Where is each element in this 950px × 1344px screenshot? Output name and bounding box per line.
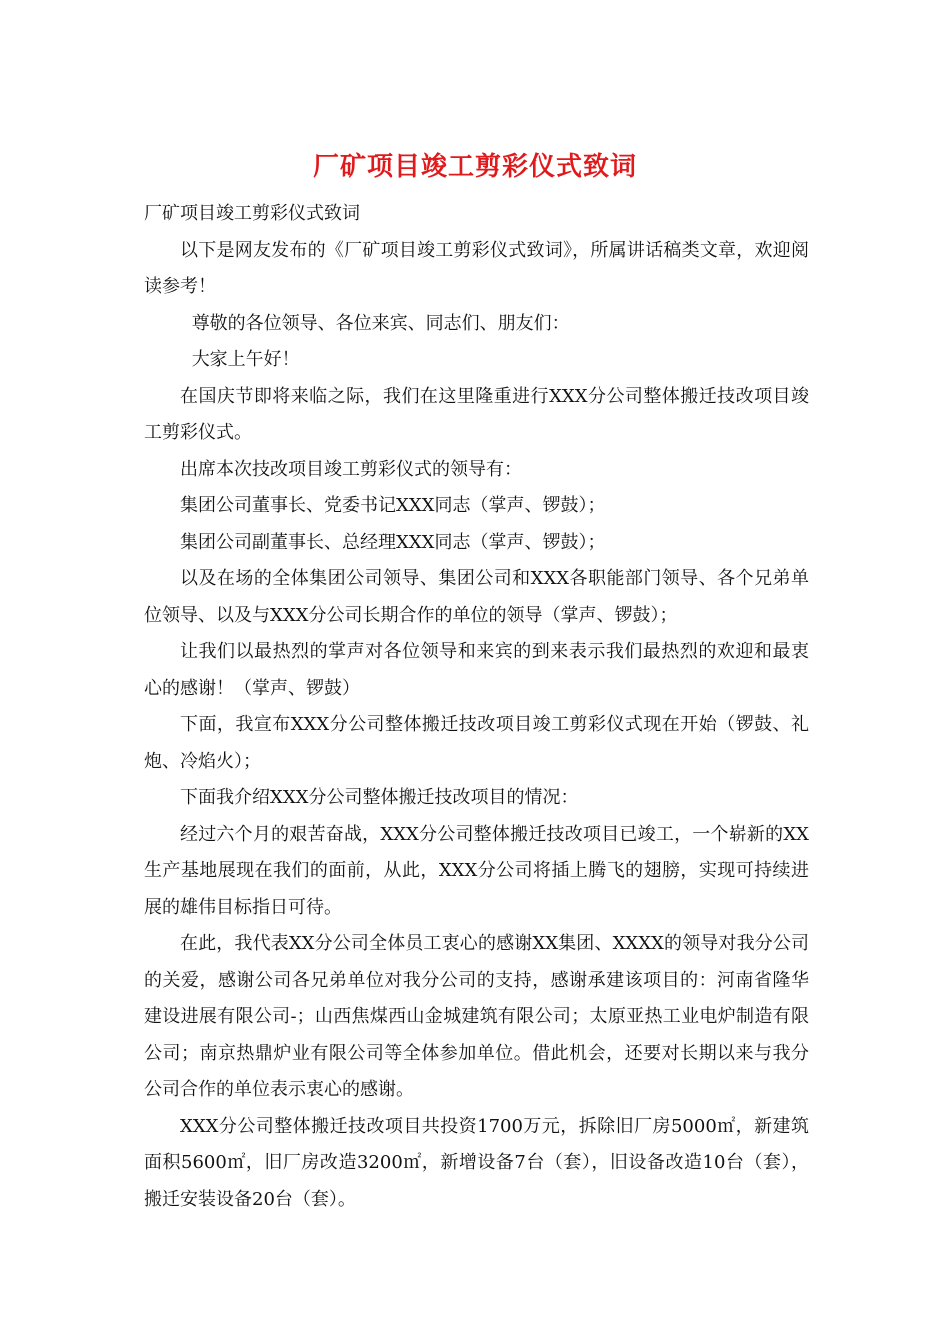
- salutation: 尊敬的各位领导、各位来宾、同志们、朋友们：: [191, 312, 570, 334]
- paragraph: 下面，我宣布XXX分公司整体搬迁技改项目竣工剪彩仪式现在开始（锣鼓、礼炮、冷焰火）；: [144, 714, 809, 772]
- document-body: [144, 196, 809, 1218]
- intro-paragraph: 以下是网友发布的《厂矿项目竣工剪彩仪式致词》，所属讲话稿类文章，欢迎阅读参考！: [144, 239, 809, 297]
- paragraph: 出席本次技改项目竣工剪彩仪式的领导有：: [180, 458, 522, 480]
- paragraph: 在国庆节即将来临之际，我们在这里隆重进行XXX分公司整体搬迁技改项目竣工剪彩仪式。: [144, 385, 809, 443]
- paragraph: 集团公司董事长、党委书记XXX同志（掌声、锣鼓）；: [180, 495, 606, 516]
- paragraph: 在此，我代表XX分公司全体员工衷心的感谢XX集团、XXXX的领导对我分公司的关爱，感谢公司各兄弟单位对我分公司的支持，感谢承建该项目的：河南省隆华建设进展有限公司-；山西焦煤西山金城建筑有限公司；太原亚热工业电炉制造有限公司；南京热鼎炉业有限公司等全体参加单位。借此机会，还要对长期以来与我分公司合作的单位表示衷心的感谢。: [144, 933, 809, 1100]
- paragraph: 让我们以最热烈的掌声对各位领导和来宾的到来表示我们最热烈的欢迎和最衷心的感谢！（掌声、锣鼓）: [144, 641, 809, 699]
- body-heading: 厂矿项目竣工剪彩仪式致词: [144, 203, 360, 224]
- paragraph: 下面我介绍XXX分公司整体搬迁技改项目的情况：: [180, 787, 579, 808]
- paragraph: 经过六个月的艰苦奋战，XXX分公司整体搬迁技改项目已竣工，一个崭新的XX生产基地展现在我们的面前，从此，XXX分公司将插上腾飞的翅膀，实现可持续进展的雄伟目标指日可待。: [144, 823, 809, 918]
- greeting: 大家上午好！: [191, 349, 300, 370]
- document-title: 厂矿项目竣工剪彩仪式致词: [312, 152, 637, 182]
- paragraph: 以及在场的全体集团公司领导、集团公司和XXX各职能部门领导、各个兄弟单位领导、以及与XXX分公司长期合作的单位的领导（掌声、锣鼓）；: [144, 568, 809, 626]
- paragraph: XXX分公司整体搬迁技改项目共投资1700万元，拆除旧厂房5000㎡，新建筑面积5600㎡，旧厂房改造3200㎡，新增设备7台（套），旧设备改造10台（套），搬迁安装设备20台（套）。: [144, 1115, 809, 1210]
- paragraph: 集团公司副董事长、总经理XXX同志（掌声、锣鼓）；: [180, 531, 606, 553]
